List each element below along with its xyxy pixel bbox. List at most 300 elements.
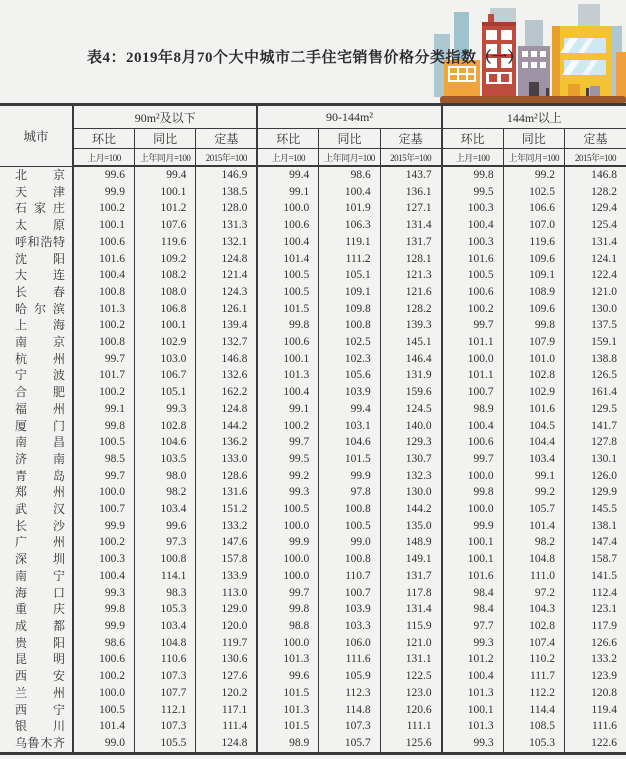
value-cell: 104.8 xyxy=(503,551,564,568)
value-cell: 99.0 xyxy=(319,534,380,551)
value-cell: 147.6 xyxy=(196,534,257,551)
value-cell: 103.4 xyxy=(134,618,195,635)
value-cell: 129.0 xyxy=(196,601,257,618)
value-cell: 124.3 xyxy=(196,284,257,301)
value-cell: 102.8 xyxy=(503,367,564,384)
value-cell: 101.4 xyxy=(503,518,564,535)
city-cell xyxy=(0,251,73,268)
value-cell: 108.2 xyxy=(134,267,195,284)
value-cell: 135.0 xyxy=(380,518,441,535)
city-cell xyxy=(0,718,73,735)
page-title: 表4：2019年8月70个大中城市二手住宅销售价格分类指数（一） xyxy=(86,50,523,66)
value-cell: 141.5 xyxy=(565,568,626,585)
value-cell: 98.2 xyxy=(134,484,195,501)
value-cell: 100.0 xyxy=(257,518,318,535)
table-row xyxy=(0,585,626,602)
value-cell: 103.9 xyxy=(319,601,380,618)
value-cell: 128.6 xyxy=(196,468,257,485)
value-cell: 99.2 xyxy=(503,166,564,184)
value-cell: 100.1 xyxy=(134,184,195,201)
price-index-table-container xyxy=(0,103,626,755)
value-cell: 103.1 xyxy=(319,418,380,435)
city-cell xyxy=(0,317,73,334)
city-cell xyxy=(0,451,73,468)
city-name: 宁波 xyxy=(15,368,65,383)
value-cell: 123.9 xyxy=(565,668,626,685)
value-cell: 100.5 xyxy=(73,702,134,719)
value-cell: 98.4 xyxy=(442,601,503,618)
city-cell xyxy=(0,418,73,435)
value-cell: 103.4 xyxy=(503,451,564,468)
value-cell: 100.8 xyxy=(319,501,380,518)
value-cell: 97.8 xyxy=(319,484,380,501)
value-cell: 99.9 xyxy=(319,468,380,485)
value-cell: 99.3 xyxy=(134,401,195,418)
table-row xyxy=(0,651,626,668)
value-cell: 136.2 xyxy=(196,434,257,451)
value-cell: 144.2 xyxy=(196,418,257,435)
value-cell: 104.6 xyxy=(134,434,195,451)
value-cell: 111.6 xyxy=(565,718,626,735)
value-cell: 100.7 xyxy=(73,501,134,518)
city-cell xyxy=(0,501,73,518)
value-cell: 97.7 xyxy=(442,618,503,635)
city-name: 石家庄 xyxy=(15,201,65,216)
city-cell xyxy=(0,384,73,401)
value-cell: 117.9 xyxy=(565,618,626,635)
value-cell: 147.4 xyxy=(565,534,626,551)
city-column-header: 城市 xyxy=(0,105,73,167)
value-cell: 101.6 xyxy=(503,401,564,418)
value-cell: 100.6 xyxy=(442,284,503,301)
value-cell: 121.0 xyxy=(380,635,441,652)
city-name: 兰州 xyxy=(15,685,65,700)
value-cell: 100.2 xyxy=(73,200,134,217)
value-cell: 138.5 xyxy=(196,184,257,201)
value-cell: 99.7 xyxy=(257,585,318,602)
value-cell: 122.5 xyxy=(380,668,441,685)
city-name: 厦门 xyxy=(15,418,65,433)
value-cell: 99.3 xyxy=(442,635,503,652)
value-cell: 111.2 xyxy=(319,251,380,268)
value-cell: 124.8 xyxy=(196,251,257,268)
value-cell: 99.0 xyxy=(73,735,134,753)
city-cell xyxy=(0,484,73,501)
value-cell: 102.5 xyxy=(503,184,564,201)
value-cell: 98.9 xyxy=(442,401,503,418)
value-cell: 161.4 xyxy=(565,384,626,401)
value-cell: 100.4 xyxy=(442,217,503,234)
city-name: 南昌 xyxy=(15,435,65,450)
base-header: 上月=100 xyxy=(257,149,318,167)
value-cell: 157.8 xyxy=(196,551,257,568)
group-header-144-above: 144m²以上 xyxy=(442,105,626,129)
value-cell: 100.5 xyxy=(319,518,380,535)
value-cell: 99.4 xyxy=(319,401,380,418)
value-cell: 101.3 xyxy=(257,367,318,384)
value-cell: 129.5 xyxy=(565,401,626,418)
value-cell: 122.6 xyxy=(565,735,626,753)
value-cell: 113.0 xyxy=(196,585,257,602)
value-cell: 98.6 xyxy=(319,166,380,184)
value-cell: 125.4 xyxy=(565,217,626,234)
value-cell: 100.3 xyxy=(442,234,503,251)
base-header: 上年同月=100 xyxy=(134,149,195,167)
value-cell: 99.9 xyxy=(73,184,134,201)
city-name: 银川 xyxy=(15,719,65,734)
value-cell: 109.6 xyxy=(503,251,564,268)
value-cell: 112.3 xyxy=(319,685,380,702)
value-cell: 119.6 xyxy=(134,234,195,251)
city-name: 贵阳 xyxy=(15,635,65,650)
city-name: 深圳 xyxy=(15,552,65,567)
table-row xyxy=(0,501,626,518)
value-cell: 99.7 xyxy=(442,317,503,334)
value-cell: 107.9 xyxy=(503,334,564,351)
value-cell: 104.4 xyxy=(503,434,564,451)
city-cell xyxy=(0,635,73,652)
city-cell xyxy=(0,301,73,318)
table-row xyxy=(0,635,626,652)
table-body xyxy=(0,166,626,753)
value-cell: 103.3 xyxy=(319,618,380,635)
value-cell: 120.0 xyxy=(196,618,257,635)
table-row xyxy=(0,334,626,351)
value-cell: 129.3 xyxy=(380,434,441,451)
value-cell: 100.6 xyxy=(73,234,134,251)
city-cell xyxy=(0,334,73,351)
value-cell: 100.1 xyxy=(257,351,318,368)
value-cell: 102.9 xyxy=(134,334,195,351)
value-cell: 100.6 xyxy=(257,217,318,234)
table-row xyxy=(0,685,626,702)
value-cell: 133.2 xyxy=(565,651,626,668)
value-cell: 100.0 xyxy=(442,468,503,485)
value-cell: 132.7 xyxy=(196,334,257,351)
value-cell: 99.7 xyxy=(442,451,503,468)
value-cell: 111.4 xyxy=(196,718,257,735)
metric-header: 定基 xyxy=(196,129,257,149)
table-row xyxy=(0,418,626,435)
city-cell xyxy=(0,351,73,368)
value-cell: 128.2 xyxy=(565,184,626,201)
value-cell: 121.3 xyxy=(380,267,441,284)
value-cell: 108.9 xyxy=(503,284,564,301)
value-cell: 131.7 xyxy=(380,568,441,585)
value-cell: 114.4 xyxy=(503,702,564,719)
value-cell: 136.1 xyxy=(380,184,441,201)
value-cell: 99.3 xyxy=(257,484,318,501)
metric-header: 定基 xyxy=(380,129,441,149)
group-header-row xyxy=(0,105,626,129)
value-cell: 103.4 xyxy=(134,501,195,518)
value-cell: 100.6 xyxy=(73,651,134,668)
city-name: 哈尔滨 xyxy=(15,301,65,316)
value-cell: 131.4 xyxy=(380,601,441,618)
value-cell: 102.5 xyxy=(319,334,380,351)
value-cell: 124.8 xyxy=(196,735,257,753)
city-name: 西安 xyxy=(15,669,65,684)
value-cell: 137.5 xyxy=(565,317,626,334)
value-cell: 101.6 xyxy=(442,251,503,268)
metric-header: 环比 xyxy=(73,129,134,149)
value-cell: 99.1 xyxy=(73,401,134,418)
value-cell: 104.3 xyxy=(503,601,564,618)
table-row xyxy=(0,534,626,551)
value-cell: 99.5 xyxy=(442,184,503,201)
value-cell: 101.2 xyxy=(134,200,195,217)
table-row xyxy=(0,451,626,468)
value-cell: 98.3 xyxy=(134,585,195,602)
metric-header: 环比 xyxy=(257,129,318,149)
value-cell: 120.6 xyxy=(380,702,441,719)
value-cell: 100.2 xyxy=(257,418,318,435)
value-cell: 100.3 xyxy=(73,551,134,568)
base-header-row xyxy=(0,149,626,167)
value-cell: 105.3 xyxy=(503,735,564,753)
value-cell: 110.6 xyxy=(134,651,195,668)
value-cell: 109.2 xyxy=(134,251,195,268)
city-cell xyxy=(0,284,73,301)
value-cell: 101.3 xyxy=(73,301,134,318)
value-cell: 119.1 xyxy=(319,234,380,251)
value-cell: 101.7 xyxy=(73,367,134,384)
value-cell: 145.1 xyxy=(380,334,441,351)
table-row xyxy=(0,468,626,485)
city-name: 广州 xyxy=(15,535,65,550)
table-row xyxy=(0,735,626,753)
value-cell: 111.1 xyxy=(380,718,441,735)
value-cell: 99.8 xyxy=(503,317,564,334)
value-cell: 126.6 xyxy=(565,635,626,652)
value-cell: 133.2 xyxy=(196,518,257,535)
city-cell xyxy=(0,618,73,635)
value-cell: 99.9 xyxy=(73,618,134,635)
value-cell: 112.4 xyxy=(565,585,626,602)
value-cell: 105.7 xyxy=(503,501,564,518)
table-header xyxy=(0,105,626,167)
value-cell: 100.1 xyxy=(134,317,195,334)
city-name: 呼和浩特 xyxy=(15,234,65,249)
value-cell: 126.1 xyxy=(196,301,257,318)
value-cell: 99.4 xyxy=(257,166,318,184)
value-cell: 98.9 xyxy=(257,735,318,753)
value-cell: 100.5 xyxy=(442,267,503,284)
value-cell: 100.7 xyxy=(442,384,503,401)
value-cell: 100.7 xyxy=(319,585,380,602)
value-cell: 101.5 xyxy=(319,451,380,468)
value-cell: 114.8 xyxy=(319,702,380,719)
value-cell: 130.7 xyxy=(380,451,441,468)
value-cell: 100.2 xyxy=(73,668,134,685)
table-row xyxy=(0,384,626,401)
value-cell: 141.7 xyxy=(565,418,626,435)
city-name: 长春 xyxy=(15,284,65,299)
city-cell xyxy=(0,585,73,602)
city-cell xyxy=(0,534,73,551)
value-cell: 125.6 xyxy=(380,735,441,753)
value-cell: 100.1 xyxy=(442,551,503,568)
city-name: 天津 xyxy=(15,184,65,199)
city-name: 太原 xyxy=(15,218,65,233)
value-cell: 101.4 xyxy=(257,251,318,268)
city-name: 济南 xyxy=(15,451,65,466)
value-cell: 126.5 xyxy=(565,367,626,384)
base-header: 上年同月=100 xyxy=(319,149,380,167)
value-cell: 102.3 xyxy=(319,351,380,368)
value-cell: 131.6 xyxy=(196,484,257,501)
value-cell: 105.1 xyxy=(134,384,195,401)
value-cell: 101.6 xyxy=(73,251,134,268)
value-cell: 100.4 xyxy=(442,418,503,435)
city-name: 长沙 xyxy=(15,518,65,533)
value-cell: 100.2 xyxy=(73,534,134,551)
city-cell xyxy=(0,735,73,753)
value-cell: 101.3 xyxy=(257,702,318,719)
value-cell: 99.2 xyxy=(503,484,564,501)
value-cell: 132.3 xyxy=(380,468,441,485)
city-cell xyxy=(0,434,73,451)
value-cell: 100.0 xyxy=(442,351,503,368)
value-cell: 123.1 xyxy=(565,601,626,618)
value-cell: 120.8 xyxy=(565,685,626,702)
city-cell xyxy=(0,668,73,685)
city-name: 乌鲁木齐 xyxy=(15,735,65,750)
city-cell xyxy=(0,166,73,184)
value-cell: 115.9 xyxy=(380,618,441,635)
value-cell: 104.6 xyxy=(319,434,380,451)
value-cell: 102.8 xyxy=(134,418,195,435)
value-cell: 100.0 xyxy=(257,568,318,585)
value-cell: 98.4 xyxy=(442,585,503,602)
value-cell: 130.0 xyxy=(380,484,441,501)
value-cell: 99.8 xyxy=(257,601,318,618)
value-cell: 109.1 xyxy=(319,284,380,301)
city-name: 青岛 xyxy=(15,468,65,483)
value-cell: 106.7 xyxy=(134,367,195,384)
value-cell: 124.1 xyxy=(565,251,626,268)
value-cell: 130.1 xyxy=(565,451,626,468)
city-cell xyxy=(0,518,73,535)
value-cell: 103.0 xyxy=(134,351,195,368)
value-cell: 100.6 xyxy=(257,334,318,351)
value-cell: 99.8 xyxy=(73,601,134,618)
value-cell: 100.3 xyxy=(442,200,503,217)
value-cell: 100.2 xyxy=(73,317,134,334)
value-cell: 128.1 xyxy=(380,251,441,268)
value-cell: 97.2 xyxy=(503,585,564,602)
value-cell: 100.1 xyxy=(442,702,503,719)
value-cell: 98.8 xyxy=(257,618,318,635)
value-cell: 100.8 xyxy=(73,284,134,301)
value-cell: 109.6 xyxy=(503,301,564,318)
value-cell: 100.0 xyxy=(73,484,134,501)
table-row xyxy=(0,718,626,735)
value-cell: 121.4 xyxy=(196,267,257,284)
city-cell xyxy=(0,401,73,418)
value-cell: 103.9 xyxy=(319,384,380,401)
value-cell: 105.6 xyxy=(319,367,380,384)
base-header: 上月=100 xyxy=(73,149,134,167)
value-cell: 101.5 xyxy=(257,685,318,702)
value-cell: 108.0 xyxy=(134,284,195,301)
value-cell: 124.8 xyxy=(196,401,257,418)
value-cell: 98.6 xyxy=(73,635,134,652)
value-cell: 127.8 xyxy=(565,434,626,451)
value-cell: 101.4 xyxy=(73,718,134,735)
value-cell: 99.3 xyxy=(442,735,503,753)
value-cell: 149.1 xyxy=(380,551,441,568)
value-cell: 127.6 xyxy=(196,668,257,685)
red-building-chimney xyxy=(488,14,494,23)
base-header: 2015年=100 xyxy=(196,149,257,167)
value-cell: 100.1 xyxy=(73,217,134,234)
value-cell: 131.4 xyxy=(380,217,441,234)
value-cell: 127.1 xyxy=(380,200,441,217)
city-cell xyxy=(0,468,73,485)
table-row xyxy=(0,551,626,568)
table-row xyxy=(0,317,626,334)
city-cell xyxy=(0,267,73,284)
value-cell: 108.5 xyxy=(503,718,564,735)
value-cell: 111.6 xyxy=(319,651,380,668)
value-cell: 131.4 xyxy=(565,234,626,251)
value-cell: 129.4 xyxy=(565,200,626,217)
door xyxy=(529,82,539,98)
value-cell: 138.8 xyxy=(565,351,626,368)
table-row xyxy=(0,184,626,201)
city-cell xyxy=(0,601,73,618)
value-cell: 100.0 xyxy=(257,635,318,652)
value-cell: 105.5 xyxy=(134,735,195,753)
value-cell: 138.1 xyxy=(565,518,626,535)
value-cell: 146.9 xyxy=(196,166,257,184)
value-cell: 145.5 xyxy=(565,501,626,518)
value-cell: 99.8 xyxy=(73,418,134,435)
city-name: 福州 xyxy=(15,401,65,416)
value-cell: 102.8 xyxy=(503,618,564,635)
value-cell: 130.0 xyxy=(565,301,626,318)
city-name: 武汉 xyxy=(15,502,65,517)
value-cell: 100.8 xyxy=(134,551,195,568)
value-cell: 121.6 xyxy=(380,284,441,301)
value-cell: 105.1 xyxy=(319,267,380,284)
value-cell: 131.1 xyxy=(380,651,441,668)
value-cell: 99.7 xyxy=(257,434,318,451)
value-cell: 158.7 xyxy=(565,551,626,568)
value-cell: 100.2 xyxy=(73,384,134,401)
door xyxy=(568,84,580,98)
value-cell: 132.1 xyxy=(196,234,257,251)
metric-header-row xyxy=(0,129,626,149)
value-cell: 106.6 xyxy=(503,200,564,217)
value-cell: 101.6 xyxy=(442,568,503,585)
metric-header: 同比 xyxy=(319,129,380,149)
base-header: 2015年=100 xyxy=(380,149,441,167)
table-row xyxy=(0,668,626,685)
metric-header: 同比 xyxy=(134,129,195,149)
value-cell: 146.8 xyxy=(565,166,626,184)
city-cell xyxy=(0,234,73,251)
value-cell: 131.7 xyxy=(380,234,441,251)
city-cell xyxy=(0,702,73,719)
value-cell: 128.2 xyxy=(380,301,441,318)
value-cell: 131.9 xyxy=(380,367,441,384)
value-cell: 107.7 xyxy=(134,685,195,702)
value-cell: 111.0 xyxy=(503,568,564,585)
value-cell: 100.4 xyxy=(257,234,318,251)
price-index-table xyxy=(0,103,626,755)
